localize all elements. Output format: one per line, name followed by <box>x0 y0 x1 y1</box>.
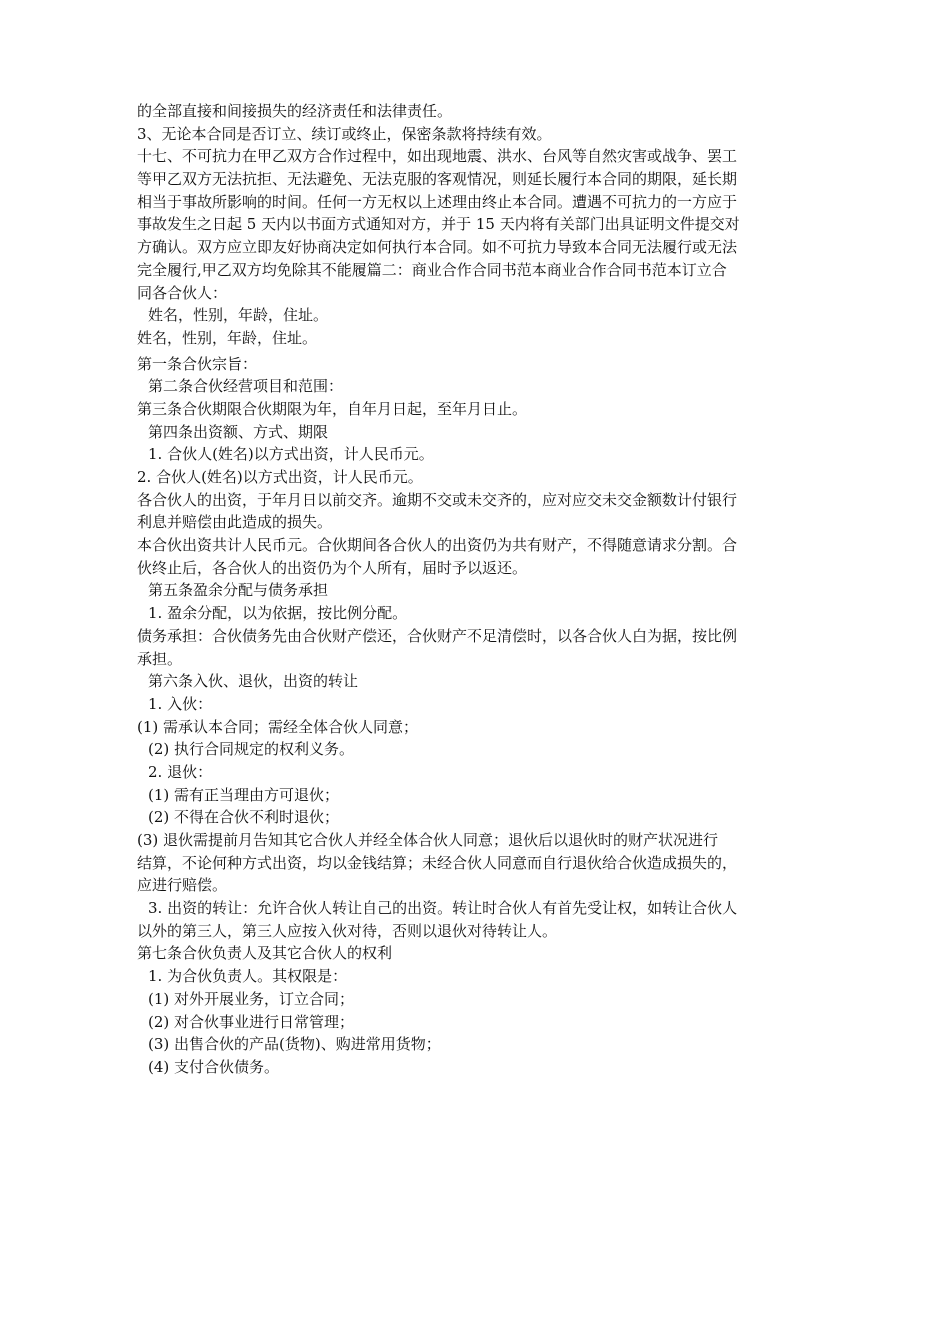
list-item: 2. 合伙人(姓名)以方式出资，计人民币元。 <box>137 468 423 486</box>
list-item: (2) 对合伙事业进行日常管理； <box>148 1012 355 1031</box>
text-line: 等甲乙双方无法抗拒、无法避免、无法克服的客观情况，则延长履行本合同的期限，延长期 <box>137 170 738 189</box>
document-body <box>137 100 817 1079</box>
text-line: 结算，不论何种方式出资，均以金钱结算；未经合伙人同意而自行退伙给合伙造成损失的， <box>137 853 738 872</box>
text-line: 的全部直接和间接损失的经济责任和法律责任。 <box>137 102 453 120</box>
list-item: 3. 出资的转让：允许合伙人转让自己的出资。转让时合伙人有首先受让权，如转让合伙人 <box>148 899 738 918</box>
text-line: 相当于事故所影响的时间。任何一方无权以上述理由终止本合同。遭遇不可抗力的一方应于 <box>137 192 738 211</box>
text-line: 完全履行,甲乙双方均免除其不能履篇二：商业合作合同书范本商业合作合同书范本订立合 <box>137 260 727 279</box>
article-heading: 第七条合伙负责人及其它合伙人的权利 <box>137 944 393 963</box>
article-heading: 第六条入伙、退伙，出资的转让 <box>148 672 359 691</box>
text-line: 以外的第三人，第三人应按入伙对待，否则以退伙对待转让人。 <box>137 921 558 940</box>
text-line: 各合伙人的出资，于年月日以前交齐。逾期不交或未交齐的，应对应交未交金额数计付银行 <box>137 490 738 509</box>
text-line: 本合伙出资共计人民币元。合伙期间各合伙人的出资仍为共有财产，不得随意请求分割。合 <box>137 536 738 555</box>
list-item: (1) 需承认本合同；需经全体合伙人同意； <box>137 717 419 736</box>
text-line: 姓名，性别，年龄，住址。 <box>137 328 318 347</box>
list-item: (3) 退伙需提前月告知其它合伙人并经全体合伙人同意；退伙后以退伙时的财产状况进行 <box>137 831 719 849</box>
text-line: 方确认。双方应立即友好协商决定如何执行本合同。如不可抗力导致本合同无法履行或无法 <box>137 238 738 257</box>
text-line: 姓名，性别，年龄，住址。 <box>148 306 329 325</box>
list-item: (2) 不得在合伙不利时退伙； <box>148 808 340 827</box>
text-line: 利息并赔偿由此造成的损失。 <box>137 513 333 532</box>
article-heading: 第三条合伙期限合伙期限为年，自年月日起，至年月日止。 <box>137 399 528 418</box>
list-item: (3) 出售合伙的产品(货物)、购进常用货物； <box>148 1035 441 1054</box>
text-line: 债务承担：合伙债务先由合伙财产偿还，合伙财产不足清偿时，以各合伙人白为据，按比例 <box>137 626 738 645</box>
article-heading: 第五条盈余分配与债务承担 <box>148 581 329 600</box>
article-heading: 第四条出资额、方式、期限 <box>148 422 329 441</box>
text-line: 事故发生之日起 5 天内以书面方式通知对方，并于 15 天内将有关部门出具证明文件提交对 <box>137 215 740 234</box>
text-line: 伙终止后，各合伙人的出资仍为个人所有，届时予以返还。 <box>137 558 528 577</box>
text-line: 十七、不可抗力在甲乙双方合作过程中，如出现地震、洪水、台风等自然灾害或战争、罢工 <box>137 147 738 166</box>
list-item: 1. 为合伙负责人。其权限是： <box>148 967 348 986</box>
list-item: (4) 支付合伙债务。 <box>148 1057 280 1076</box>
list-item: 2. 退伙： <box>148 762 213 781</box>
article-heading: 第一条合伙宗旨： <box>137 354 258 373</box>
list-item: (1) 对外开展业务，订立合同； <box>148 989 355 1008</box>
list-item: (1) 需有正当理由方可退伙； <box>148 785 340 804</box>
article-heading: 第二条合伙经营项目和范围： <box>148 377 344 396</box>
list-item: (2) 执行合同规定的权利义务。 <box>148 740 355 759</box>
list-item: 1. 入伙： <box>148 694 213 713</box>
list-item: 1. 盈余分配，以为依据，按比例分配。 <box>148 604 408 623</box>
text-line: 3、无论本合同是否订立、续订或终止，保密条款将持续有效。 <box>137 124 552 143</box>
text-line: 应进行赔偿。 <box>137 876 228 895</box>
text-line: 同各合伙人： <box>137 283 228 302</box>
list-item: 1. 合伙人(姓名)以方式出资，计人民币元。 <box>148 445 434 464</box>
text-line: 承担。 <box>137 649 183 668</box>
